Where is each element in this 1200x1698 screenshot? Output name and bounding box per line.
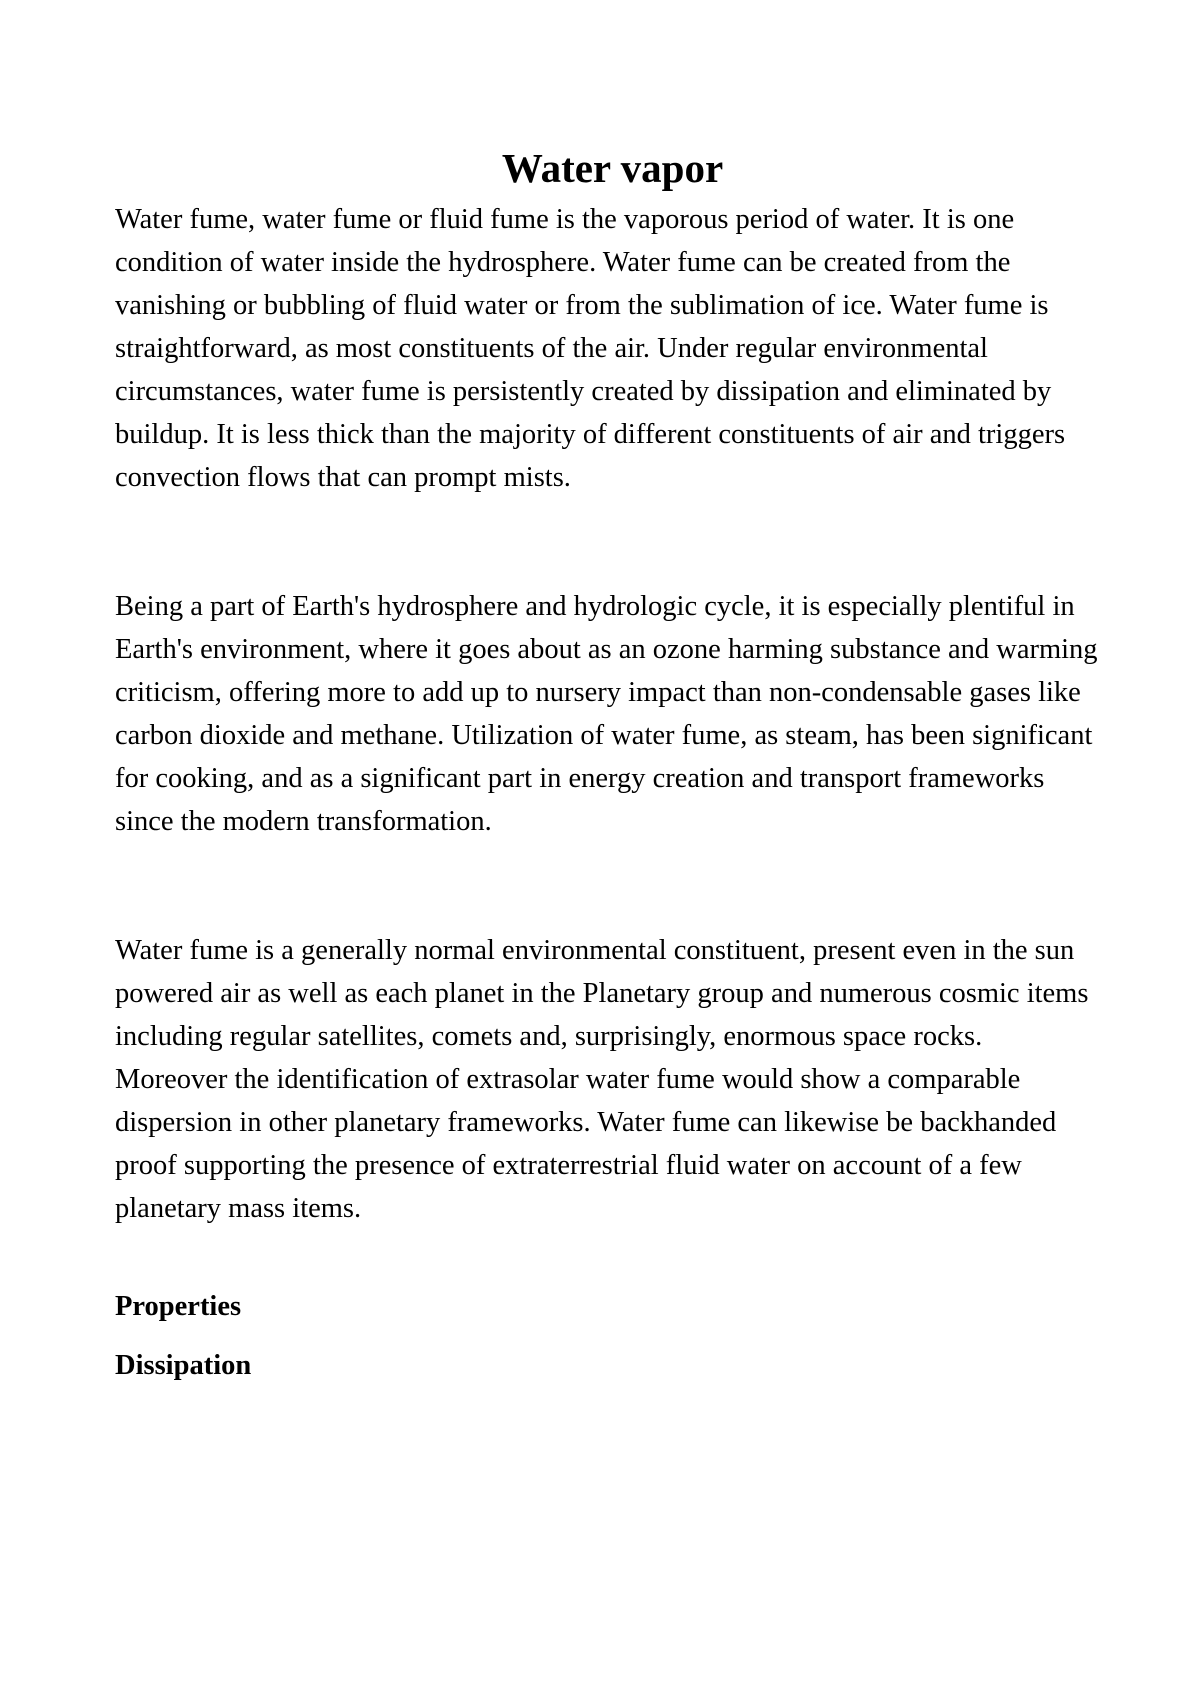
document-title: Water vapor [501, 145, 724, 191]
paragraph-3: Water fume is a generally normal environmental constituent, present even in the sun powered air as well as each planet in the Planetary group and numerous cosmic items including regular satellites, comets and, surprisingly, enormous space rocks. Moreover the identification of extrasolar water fume would show a comparable dispersion in other planetary frameworks. Water fume can likewise be backhanded proof supporting the presence of extraterrestrial fluid water on account of a few planetary mass items. [115, 935, 1089, 1224]
document-body [115, 138, 1100, 1387]
heading-dissipation: Dissipation [115, 1350, 252, 1381]
heading-properties: Properties [115, 1291, 242, 1322]
paragraph-2: Being a part of Earth's hydrosphere and hydrologic cycle, it is especially plentiful in Earth's environment, where it goes about as an ozone harming substance and warming criticism, offering more to add up to nursery impact than non-condensable gases like carbon dioxide and methane. Utilization of water fume, as steam, has been significant for cooking, and as a significant part in energy creation and transport frameworks since the modern transformation. [115, 591, 1098, 837]
paragraph-1: Water fume, water fume or fluid fume is the vaporous period of water. It is one condition of water inside the hydrosphere. Water fume can be created from the vanishing or bubbling of fluid water or from the sublimation of ice. Water fume is straightforward, as most constituents of the air. Under regular environmental circumstances, water fume is persistently created by dissipation and eliminated by buildup. It is less thick than the majority of different constituents of air and triggers convection flows that can prompt mists. [115, 204, 1066, 493]
